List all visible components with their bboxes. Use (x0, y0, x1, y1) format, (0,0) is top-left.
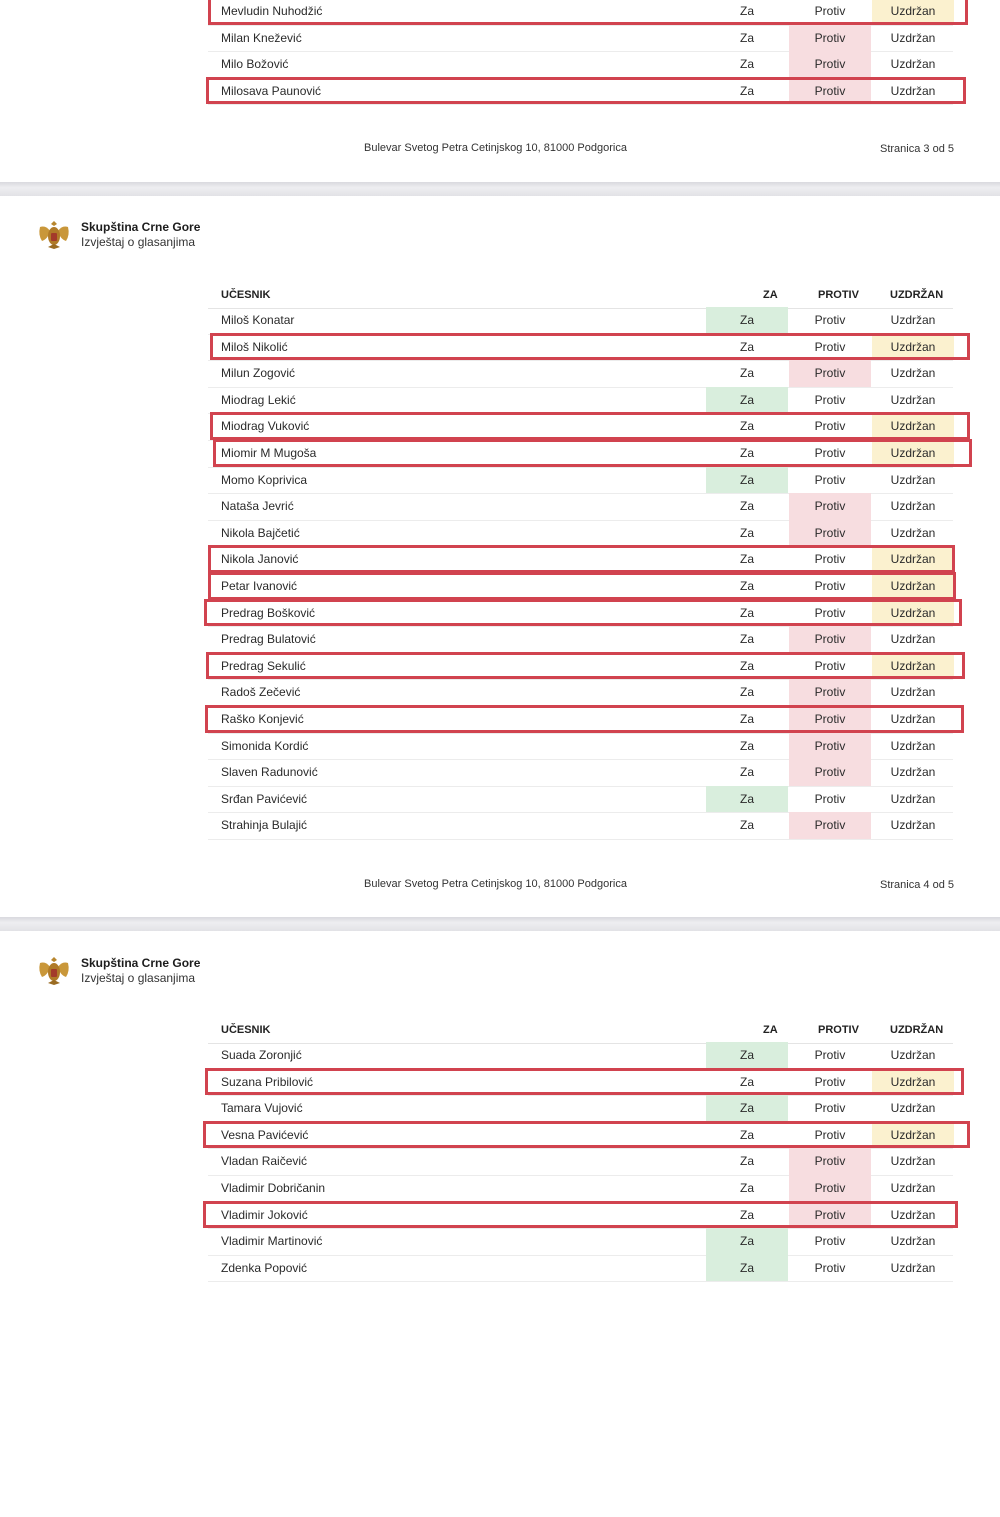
vote-protiv: Protiv (789, 759, 871, 786)
table-row (208, 360, 953, 388)
vote-protiv: Protiv (789, 51, 871, 78)
table-row (208, 467, 953, 495)
table-row (208, 387, 953, 415)
participant-name: Miodrag Lekić (221, 392, 296, 407)
vote-uzdrzan: Uzdržan (890, 791, 936, 806)
vote-za: Za (739, 605, 754, 620)
vote-za: Za (739, 1127, 754, 1142)
vote-za: Za (739, 1154, 754, 1169)
page-separator (0, 917, 1000, 931)
table-row (208, 546, 953, 574)
table-row (208, 653, 953, 681)
column-header-protiv: PROTIV (818, 289, 859, 301)
table-row (208, 786, 953, 814)
table-header (208, 1017, 953, 1044)
vote-za: Za (739, 339, 754, 354)
participant-name: Srđan Pavićević (221, 791, 308, 806)
vote-za: Za (739, 765, 754, 780)
vote-uzdrzan: Uzdržan (872, 440, 954, 467)
vote-uzdrzan: Uzdržan (890, 1234, 936, 1249)
page-separator (0, 182, 1000, 196)
participant-name: Slaven Radunović (221, 765, 318, 780)
vote-protiv: Protiv (814, 1101, 846, 1116)
vote-uzdrzan: Uzdržan (890, 30, 936, 45)
table-row (208, 334, 953, 362)
vote-uzdrzan: Uzdržan (890, 1260, 936, 1275)
participant-name: Predrag Bošković (221, 605, 316, 620)
participant-name: Miloš Konatar (221, 313, 295, 327)
vote-za: Za (739, 818, 754, 833)
vote-za: Za (706, 1095, 788, 1122)
table-row (208, 0, 953, 26)
vote-protiv: Protiv (814, 552, 846, 567)
participant-name: Vesna Pavićević (221, 1127, 309, 1142)
table-row (208, 413, 953, 441)
participant-name: Simonida Kordić (221, 738, 309, 753)
vote-za: Za (706, 1255, 788, 1282)
vote-za: Za (739, 30, 754, 45)
table-row (208, 706, 953, 734)
vote-protiv: Protiv (789, 25, 871, 52)
table-row (208, 626, 953, 654)
vote-uzdrzan: Uzdržan (872, 546, 954, 573)
participant-name: Predrag Sekulić (221, 658, 306, 673)
vote-za: Za (739, 57, 754, 72)
table-header (208, 282, 953, 309)
vote-za: Za (739, 446, 754, 460)
participant-name: Tamara Vujović (221, 1101, 303, 1116)
participant-name: Vladimir Dobričanin (221, 1181, 326, 1195)
table-row (208, 1042, 953, 1070)
table-row (208, 573, 953, 601)
participant-name: Predrag Bulatović (221, 632, 316, 647)
vote-protiv: Protiv (789, 493, 871, 520)
vote-protiv: Protiv (814, 339, 846, 354)
vote-protiv: Protiv (814, 658, 846, 673)
vote-uzdrzan: Uzdržan (872, 413, 954, 440)
vote-uzdrzan: Uzdržan (872, 1069, 954, 1096)
coat-of-arms-icon (36, 953, 72, 989)
table-row (208, 1095, 953, 1123)
participant-name: Nikola Janović (221, 552, 299, 567)
vote-za: Za (739, 499, 754, 514)
vote-uzdrzan: Uzdržan (890, 712, 936, 726)
vote-uzdrzan: Uzdržan (890, 818, 936, 833)
vote-protiv: Protiv (814, 1074, 846, 1089)
vote-protiv: Protiv (789, 626, 871, 653)
vote-za: Za (739, 1074, 754, 1089)
vote-protiv: Protiv (814, 791, 846, 806)
column-header-za: ZA (763, 289, 778, 301)
participant-name: Mevludin Nuhodžić (221, 4, 323, 18)
vote-uzdrzan: Uzdržan (890, 392, 936, 407)
participant-name: Milan Knežević (221, 30, 302, 45)
table-row (208, 600, 953, 628)
vote-protiv: Protiv (789, 1202, 871, 1229)
participant-name: Milo Božović (221, 57, 289, 72)
participant-name: Vladimir Joković (221, 1207, 308, 1222)
column-header-protiv: PROTIV (818, 1024, 859, 1036)
vote-protiv: Protiv (814, 313, 846, 327)
participant-name: Suzana Pribilović (221, 1074, 314, 1089)
vote-za: Za (739, 712, 754, 726)
column-header-uzdrzan: UZDRŽAN (890, 1024, 944, 1036)
participant-name: Nikola Bajčetić (221, 525, 300, 540)
vote-za: Za (706, 786, 788, 813)
vote-uzdrzan: Uzdržan (872, 334, 954, 361)
participant-name: Vladan Raičević (221, 1154, 308, 1169)
vote-protiv: Protiv (789, 706, 871, 733)
organization-name: Skupština Crne Gore (81, 220, 201, 234)
vote-uzdrzan: Uzdržan (890, 632, 936, 647)
vote-uzdrzan: Uzdržan (872, 573, 954, 600)
participant-name: Milun Zogović (221, 366, 296, 381)
vote-za: Za (739, 1207, 754, 1222)
table-row (208, 1202, 953, 1230)
vote-za: Za (739, 658, 754, 673)
participant-name: Raško Konjević (221, 712, 304, 726)
vote-za: Za (739, 579, 754, 593)
table-row (208, 1122, 953, 1150)
participant-name: Radoš Zečević (221, 685, 301, 700)
vote-protiv: Protiv (814, 1234, 846, 1249)
vote-za: Za (706, 387, 788, 414)
vote-protiv: Protiv (814, 579, 846, 593)
vote-protiv: Protiv (789, 1148, 871, 1175)
vote-protiv: Protiv (789, 733, 871, 760)
vote-uzdrzan: Uzdržan (890, 57, 936, 72)
table-row (208, 440, 953, 468)
vote-uzdrzan: Uzdržan (890, 313, 936, 327)
table-row (208, 679, 953, 707)
vote-protiv: Protiv (814, 1127, 846, 1142)
report-subtitle: Izvještaj o glasanjima (81, 971, 196, 985)
vote-za: Za (706, 1042, 788, 1069)
vote-uzdrzan: Uzdržan (890, 1048, 936, 1062)
vote-za: Za (739, 552, 754, 567)
vote-protiv: Protiv (814, 472, 846, 487)
vote-za: Za (739, 83, 754, 98)
table-row (208, 520, 953, 548)
participant-name: Vladimir Martinović (221, 1234, 323, 1249)
participant-name: Miomir M Mugoša (221, 446, 317, 460)
vote-protiv: Protiv (814, 4, 846, 18)
vote-protiv: Protiv (789, 812, 871, 839)
vote-uzdrzan: Uzdržan (890, 525, 936, 540)
vote-za: Za (739, 685, 754, 700)
table-row (208, 1228, 953, 1256)
vote-uzdrzan: Uzdržan (890, 1207, 936, 1222)
table-row (208, 78, 953, 106)
table-row (208, 51, 953, 79)
vote-za: Za (739, 4, 754, 18)
column-header-participant: UČESNIK (221, 289, 271, 301)
vote-uzdrzan: Uzdržan (890, 1154, 936, 1169)
table-row (208, 1255, 953, 1283)
vote-uzdrzan: Uzdržan (872, 653, 954, 680)
vote-uzdrzan: Uzdržan (872, 0, 954, 25)
table-row (208, 1148, 953, 1176)
participant-name: Strahinja Bulajić (221, 818, 308, 833)
participant-name: Milosava Paunović (221, 83, 322, 98)
vote-za: Za (706, 467, 788, 494)
vote-uzdrzan: Uzdržan (872, 600, 954, 627)
vote-uzdrzan: Uzdržan (890, 472, 936, 487)
vote-protiv: Protiv (814, 419, 846, 434)
participant-name: Miloš Nikolić (221, 339, 288, 354)
column-header-uzdrzan: UZDRŽAN (890, 289, 944, 301)
organization-name: Skupština Crne Gore (81, 956, 201, 970)
report-subtitle: Izvještaj o glasanjima (81, 235, 196, 249)
column-header-za: ZA (763, 1024, 778, 1036)
table-row (208, 812, 953, 840)
vote-uzdrzan: Uzdržan (890, 1101, 936, 1116)
vote-protiv: Protiv (814, 1048, 846, 1062)
vote-protiv: Protiv (814, 446, 846, 460)
table-row (208, 759, 953, 787)
vote-uzdrzan: Uzdržan (890, 765, 936, 780)
vote-protiv: Protiv (789, 520, 871, 547)
vote-uzdrzan: Uzdržan (890, 499, 936, 514)
participant-name: Momo Koprivica (221, 472, 308, 487)
table-row (208, 733, 953, 761)
participant-name: Miodrag Vuković (221, 419, 310, 434)
vote-uzdrzan: Uzdržan (890, 366, 936, 381)
vote-uzdrzan: Uzdržan (890, 738, 936, 753)
vote-protiv: Protiv (789, 360, 871, 387)
table-row (208, 307, 953, 335)
vote-protiv: Protiv (814, 392, 846, 407)
vote-protiv: Protiv (814, 1260, 846, 1275)
vote-za: Za (739, 366, 754, 381)
vote-uzdrzan: Uzdržan (890, 83, 936, 98)
participant-name: Suada Zoronjić (221, 1048, 302, 1062)
vote-uzdrzan: Uzdržan (890, 1181, 936, 1195)
table-row (208, 25, 953, 53)
participant-name: Nataša Jevrić (221, 499, 294, 514)
participant-name: Zdenka Popović (221, 1260, 308, 1275)
footer-page-number: Stranica 3 od 5 (880, 143, 954, 155)
table-row (208, 1175, 953, 1203)
participant-name: Petar Ivanović (221, 579, 298, 593)
column-header-participant: UČESNIK (221, 1024, 271, 1036)
vote-za: Za (739, 738, 754, 753)
vote-uzdrzan: Uzdržan (890, 685, 936, 700)
vote-protiv: Protiv (789, 78, 871, 105)
coat-of-arms-icon (36, 217, 72, 253)
vote-za: Za (739, 525, 754, 540)
table-row (208, 493, 953, 521)
footer-address: Bulevar Svetog Petra Cetinjskog 10, 81000 Podgorica (364, 878, 627, 890)
vote-za: Za (739, 419, 754, 434)
table-row (208, 1069, 953, 1097)
footer-address: Bulevar Svetog Petra Cetinjskog 10, 81000 Podgorica (364, 142, 627, 154)
vote-za: Za (706, 307, 788, 334)
vote-protiv: Protiv (789, 1175, 871, 1202)
vote-protiv: Protiv (814, 605, 846, 620)
vote-za: Za (706, 1228, 788, 1255)
vote-uzdrzan: Uzdržan (872, 1122, 954, 1149)
vote-za: Za (739, 632, 754, 647)
vote-za: Za (739, 1181, 754, 1195)
vote-protiv: Protiv (789, 679, 871, 706)
footer-page-number: Stranica 4 od 5 (880, 879, 954, 891)
